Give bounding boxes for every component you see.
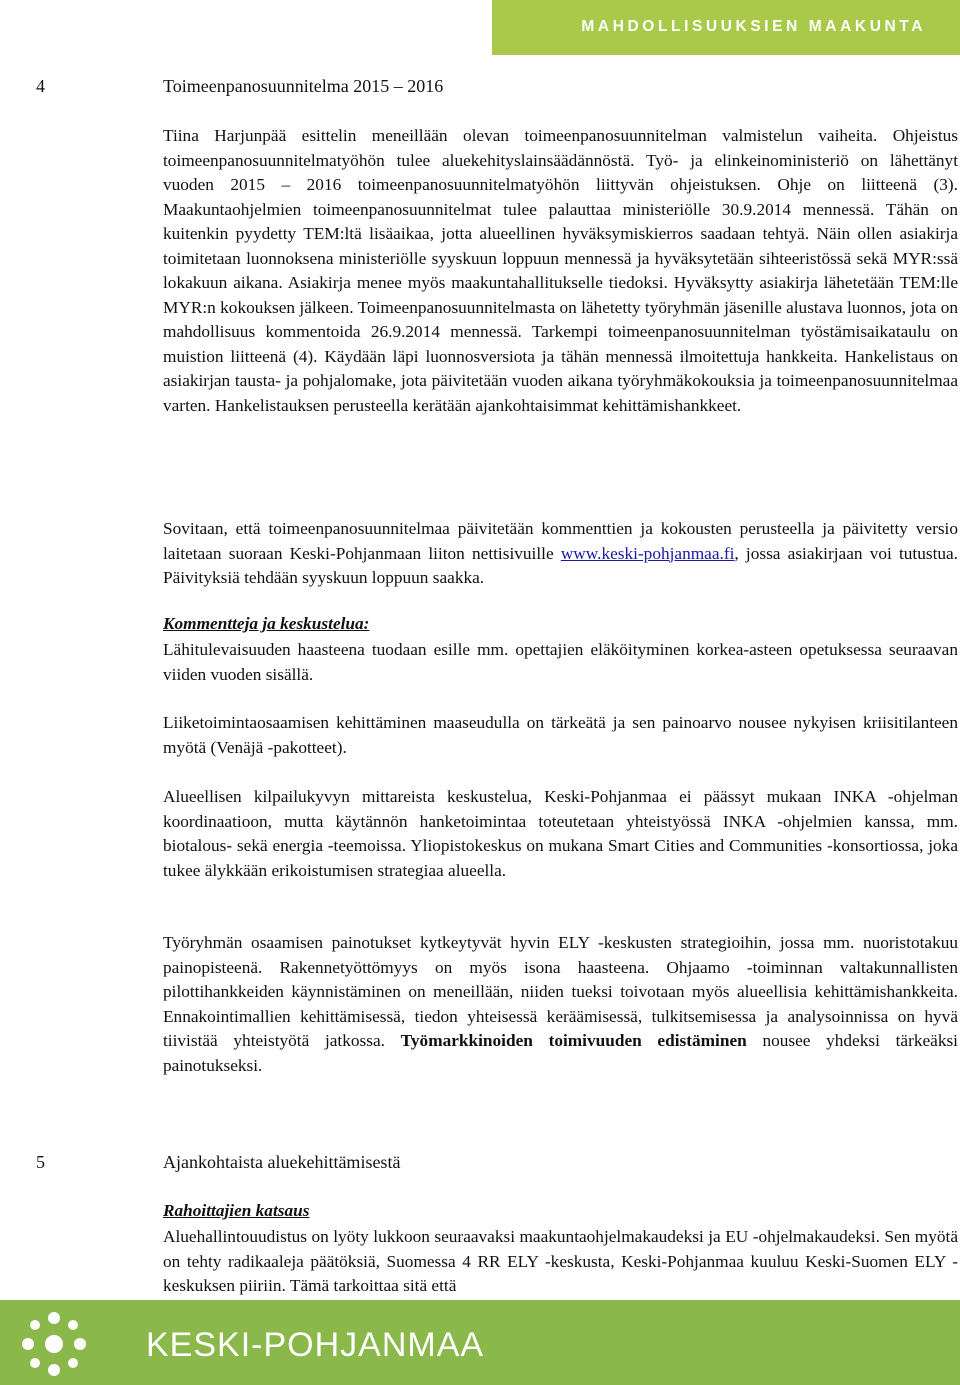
comment-paragraph-3: Alueellisen kilpailukyvyn mittareista keskustelua, Keski-Pohjanmaa ei päässyt mukaan INKA -ohjelman koordinaatioon, mutta käytännön hanketoimintaa toteutetaan yhteistyössä INKA -ohjelmien kanssa, mm. biotalous- sekä energia -teemoissa. Yliopistokeskus on mukana Smart Cities and Communities -konsortiossa, joka tukee älykkään erikoistumisen strategiaa alueella. — [163, 787, 958, 880]
comment-paragraph-2: Liiketoimintaosaamisen kehittäminen maaseudulla on tärkeätä ja sen painoarvo nousee nykyisen kriisitilanteen myötä (Venäjä -pakotteet). — [163, 713, 958, 757]
header-banner — [492, 0, 960, 55]
region-logo-icon — [18, 1308, 90, 1380]
paragraph-text: nousee yhdeksi tärkeäksi painotukseksi. — [163, 1031, 958, 1075]
section-4-number: 4 — [36, 76, 45, 96]
funders-review-heading: Rahoittajien katsaus — [163, 1201, 310, 1220]
section-4-paragraph-2 — [163, 517, 958, 591]
paragraph-text: , jossa asiakirjaan voi tutustua. Päivityksiä tehdään syyskuun loppuun saakka. — [163, 543, 959, 587]
paragraph-text: Työryhmän osaamisen painotukset kytkeytyvät hyvin ELY -keskusten strategioihin, jossa mm. nuoristotakuu painopisteenä. Rakennetyöttömyys on myös isona haasteena. Ohjaamo -toiminnan valtakunnallisten pilottihankkeiden käynnistäminen on meneillään, niiden tueksi toivotaan myös alueellisia kehittämishankkeita. Ennakointimallien kehittämisessä, tiedon yhteisessä keräämisessä, tulkitsemisessa ja analysoinnissa on hyvä tiivistää yhteistyötä jatkossa. — [163, 933, 958, 1050]
footer-banner — [0, 1300, 960, 1385]
footer-region-name: KESKI-POHJANMAA — [146, 1326, 485, 1364]
section-5-number: 5 — [36, 1152, 45, 1172]
comment-paragraph-1: Lähitulevaisuuden haasteena tuodaan esille mm. opettajien eläköityminen korkea-asteen opetuksessa seuraavan viiden vuoden sisällä. — [163, 640, 958, 684]
section-5-paragraph-1: Aluehallintouudistus on lyöty lukkoon seuraavaksi maakuntaohjelmakaudeksi ja EU -ohjelmakaudeksi. Sen myötä on tehty radikaaleja päätöksiä, Suomessa 4 RR ELY -keskusta, Keski-Pohjanmaa kuuluu Keski-Suomen ELY -keskuksen piiriin. Tämä tarkoittaa sitä että — [163, 1227, 958, 1295]
section-4-title: Toimeenpanosuunnitelma 2015 – 2016 — [163, 76, 444, 96]
section-4-paragraph-1: Tiina Harjunpää esittelin meneillään olevan toimeenpanosuunnitelman valmistelun vaiheita. Ohjeistus toimeenpanosuunnitelmatyöhön tulee aluekehityslainsäädännöstä. Työ- ja elinkeinoministeriö on lähettänyt vuoden 2015 – 2016 toimeenpanosuunnitelmatyöhön liittyvän ohjeistuksen. Ohje on liitteenä (3). Maakuntaohjelmien toimeenpanosuunnitelmat tulee palauttaa ministeriölle 30.9.2014 mennessä. Tähän on kuitenkin pyydetty TEM:ltä lisäaikaa, jotta alueellinen hyväksymiskierros saadaan tehtyä. Näin ollen asiakirja toimitetaan luonnoksena ministeriölle syyskuun loppuun mennessä ja hyväksytetään sihteeristössä sekä MYR:ssä lokakuun aikana. Asiakirja menee myös maakuntahallitukselle tiedoksi. Hyväksytty asiakirja lähetetään TEM:lle MYR:n kokouksen jälkeen. Toimeenpanosuunnitelmasta on lähetetty työryhmän jäsenille alustava luonnos, jota on mahdollisuus kommentoida 26.9.2014 mennessä. Tarkempi toimeenpanosuunnitelman työstämisaikataulu on muistion liitteenä (4). Käydään läpi luonnosversiota ja tähän mennessä ilmoitettuja hankkeita. Hankelistaus on asiakirjan tausta- ja pohjalomake, jota päivitetään vuoden aikana työryhmäkokouksia ja toimeenpanosuunnitelmaa varten. Hankelistauksen perusteella kerätään ajankohtaisimmat kehittämishankkeet. — [163, 126, 958, 415]
comments-heading: Kommentteja ja keskustelua: — [163, 614, 370, 633]
emphasis-text: Työmarkkinoiden toimivuuden edistäminen — [400, 1031, 747, 1050]
banner-slogan: MAHDOLLISUUKSIEN MAAKUNTA — [581, 18, 926, 35]
website-link[interactable]: www.keski-pohjanmaa.fi — [560, 543, 735, 563]
paragraph-text: Sovitaan, että toimeenpanosuunnitelmaa päivitetään kommenttien ja kokousten perusteella ja päivitetty versio laitetaan suoraan Keski-Pohjanmaan liiton nettisivuille — [163, 519, 958, 563]
section-5-title: Ajankohtaista aluekehittämisestä — [163, 1152, 401, 1172]
comment-paragraph-4 — [163, 931, 958, 1078]
